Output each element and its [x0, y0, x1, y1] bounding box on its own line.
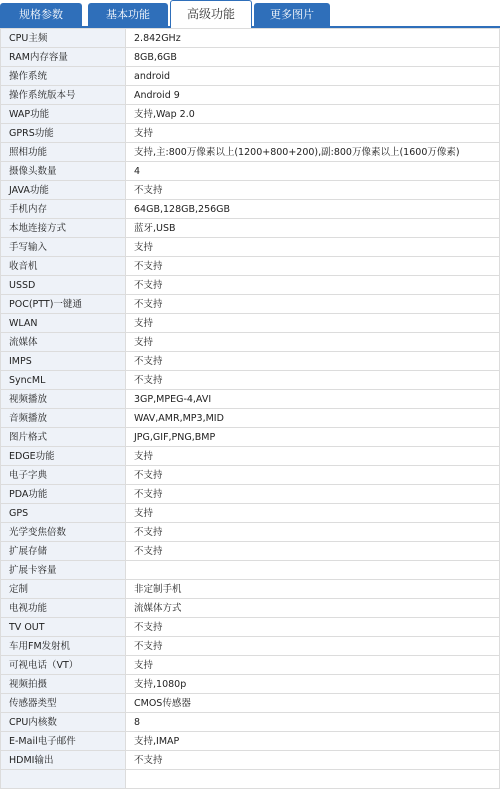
- table-row: [1, 637, 500, 656]
- spec-name: 可视电话（VT）: [1, 656, 126, 675]
- spec-value: 支持: [126, 333, 500, 352]
- table-row: [1, 238, 500, 257]
- spec-value: android: [126, 67, 500, 86]
- spec-value: 不支持: [126, 276, 500, 295]
- spec-name: 手机内存: [1, 200, 126, 219]
- spec-value: CMOS传感器: [126, 694, 500, 713]
- spec-value: 不支持: [126, 181, 500, 200]
- spec-value: 支持: [126, 504, 500, 523]
- spec-name: 定制: [1, 580, 126, 599]
- spec-name: CPU主频: [1, 29, 126, 48]
- spec-name: 流媒体: [1, 333, 126, 352]
- table-row: [1, 333, 500, 352]
- tab-advanced-features[interactable]: 高级功能: [170, 0, 252, 28]
- spec-value: 不支持: [126, 371, 500, 390]
- spec-value: [126, 561, 500, 580]
- spec-value: 8GB,6GB: [126, 48, 500, 67]
- table-row: [1, 504, 500, 523]
- table-row: [1, 86, 500, 105]
- table-row: [1, 694, 500, 713]
- spec-name: TV OUT: [1, 618, 126, 637]
- table-row: [1, 371, 500, 390]
- table-row: [1, 276, 500, 295]
- spec-name: IMPS: [1, 352, 126, 371]
- spec-name: GPRS功能: [1, 124, 126, 143]
- table-row: [1, 542, 500, 561]
- spec-value: WAV,AMR,MP3,MID: [126, 409, 500, 428]
- spec-value: 支持: [126, 124, 500, 143]
- spec-name: 本地连接方式: [1, 219, 126, 238]
- spec-value: 不支持: [126, 523, 500, 542]
- spec-name: USSD: [1, 276, 126, 295]
- spec-value: 不支持: [126, 637, 500, 656]
- spec-value: 蓝牙,USB: [126, 219, 500, 238]
- spec-value: 不支持: [126, 542, 500, 561]
- spec-name: EDGE功能: [1, 447, 126, 466]
- table-row: [1, 428, 500, 447]
- spec-value: 非定制手机: [126, 580, 500, 599]
- table-row: [1, 105, 500, 124]
- table-row: [1, 732, 500, 751]
- spec-value: 4: [126, 162, 500, 181]
- table-row: [1, 447, 500, 466]
- spec-name: 扩展卡容量: [1, 561, 126, 580]
- spec-name: WLAN: [1, 314, 126, 333]
- table-row: [1, 656, 500, 675]
- spec-value: 支持: [126, 447, 500, 466]
- spec-value: 支持: [126, 314, 500, 333]
- spec-value: 8: [126, 713, 500, 732]
- spec-name: 光学变焦倍数: [1, 523, 126, 542]
- spec-name: 视频拍摄: [1, 675, 126, 694]
- spec-table-body: [1, 29, 500, 789]
- spec-value: 支持: [126, 238, 500, 257]
- spec-name: 手写输入: [1, 238, 126, 257]
- spec-value: 2.842GHz: [126, 29, 500, 48]
- spec-name: 收音机: [1, 257, 126, 276]
- table-row: [1, 67, 500, 86]
- tab-specs[interactable]: 规格参数: [0, 3, 82, 26]
- spec-name: 视频播放: [1, 390, 126, 409]
- spec-name: E-Mail电子邮件: [1, 732, 126, 751]
- table-row: [1, 523, 500, 542]
- spec-name: SyncML: [1, 371, 126, 390]
- spec-name: GPS: [1, 504, 126, 523]
- table-row: [1, 485, 500, 504]
- spec-value: 支持,IMAP: [126, 732, 500, 751]
- table-row: [1, 181, 500, 200]
- table-row: [1, 751, 500, 770]
- table-row: [1, 713, 500, 732]
- table-row: [1, 409, 500, 428]
- tab-more-images[interactable]: 更多图片: [254, 3, 330, 26]
- tab-basic-features[interactable]: 基本功能: [88, 3, 168, 26]
- spec-name: 车用FM发射机: [1, 637, 126, 656]
- spec-name: 电子字典: [1, 466, 126, 485]
- spec-name: 操作系统: [1, 67, 126, 86]
- spec-value: 64GB,128GB,256GB: [126, 200, 500, 219]
- spec-value: 支持: [126, 656, 500, 675]
- spec-value: 不支持: [126, 751, 500, 770]
- table-row: [1, 143, 500, 162]
- spec-name: CPU内核数: [1, 713, 126, 732]
- spec-value: 不支持: [126, 352, 500, 371]
- table-row: [1, 200, 500, 219]
- table-row: [1, 390, 500, 409]
- table-row: [1, 561, 500, 580]
- spec-name: RAM内存容量: [1, 48, 126, 67]
- tab-bar: [0, 0, 500, 28]
- spec-name: POC(PTT)一键通: [1, 295, 126, 314]
- spec-value: 不支持: [126, 295, 500, 314]
- spec-value: 不支持: [126, 485, 500, 504]
- spec-name: 音频播放: [1, 409, 126, 428]
- table-row: [1, 48, 500, 67]
- table-row: [1, 599, 500, 618]
- spec-value: [126, 770, 500, 789]
- spec-name: 电视功能: [1, 599, 126, 618]
- spec-name: 操作系统版本号: [1, 86, 126, 105]
- table-row: [1, 257, 500, 276]
- table-row: [1, 352, 500, 371]
- table-row: [1, 675, 500, 694]
- spec-name: 摄像头数量: [1, 162, 126, 181]
- spec-name: WAP功能: [1, 105, 126, 124]
- spec-name: 扩展存储: [1, 542, 126, 561]
- spec-value: 支持,1080p: [126, 675, 500, 694]
- table-row: [1, 466, 500, 485]
- spec-value: 3GP,MPEG-4,AVI: [126, 390, 500, 409]
- table-row: [1, 162, 500, 181]
- spec-value: 不支持: [126, 466, 500, 485]
- spec-value: 支持,Wap 2.0: [126, 105, 500, 124]
- spec-value: 支持,主:800万像素以上(1200+800+200),副:800万像素以上(1600万像素): [126, 143, 500, 162]
- spec-name: 图片格式: [1, 428, 126, 447]
- spec-name: 照相功能: [1, 143, 126, 162]
- spec-value: 不支持: [126, 618, 500, 637]
- spec-value: 不支持: [126, 257, 500, 276]
- table-row: [1, 124, 500, 143]
- spec-value: JPG,GIF,PNG,BMP: [126, 428, 500, 447]
- table-row: [1, 219, 500, 238]
- spec-value: 流媒体方式: [126, 599, 500, 618]
- table-row: [1, 314, 500, 333]
- spec-name: [1, 770, 126, 789]
- spec-name: JAVA功能: [1, 181, 126, 200]
- spec-name: HDMI输出: [1, 751, 126, 770]
- table-row: [1, 770, 500, 789]
- table-row: [1, 295, 500, 314]
- table-row: [1, 580, 500, 599]
- table-row: [1, 618, 500, 637]
- spec-name: PDA功能: [1, 485, 126, 504]
- spec-value: Android 9: [126, 86, 500, 105]
- table-row: [1, 29, 500, 48]
- spec-table: [0, 28, 500, 789]
- spec-name: 传感器类型: [1, 694, 126, 713]
